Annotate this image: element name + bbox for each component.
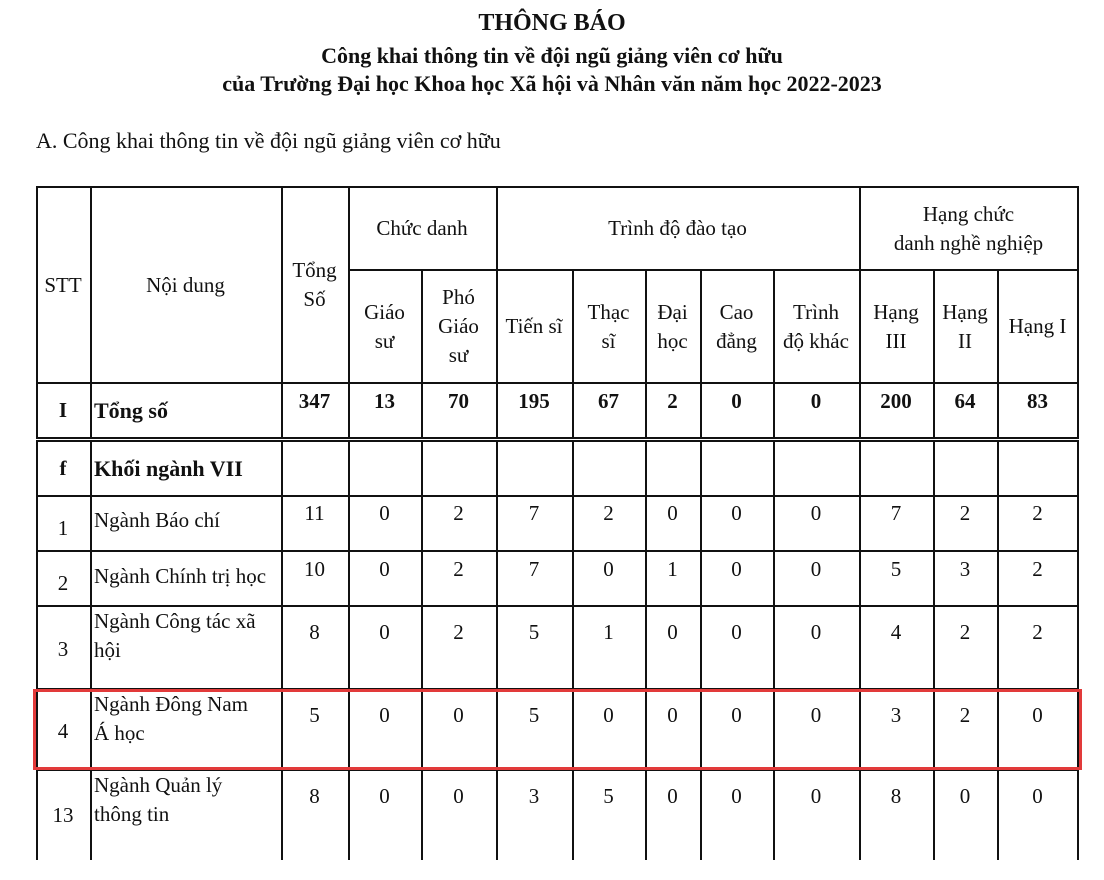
value-cell: 8 — [309, 620, 320, 644]
value-cell: 0 — [810, 501, 822, 525]
header-hang-iii: Hạng III — [873, 299, 919, 353]
total-value-cell: 195 — [518, 389, 550, 413]
table-rule — [700, 440, 702, 860]
table-rule — [36, 186, 38, 438]
section-a-heading: A. Công khai thông tin về đội ngũ giảng viên cơ hữu — [36, 128, 501, 153]
value-cell: 3 — [959, 557, 971, 581]
value-cell: 2 — [453, 620, 464, 644]
value-cell: 0 — [379, 703, 390, 727]
value-cell: 2 — [1032, 557, 1043, 581]
row-label — [90, 496, 281, 552]
value-cell: 5 — [890, 557, 902, 581]
value-cell: 7 — [528, 557, 540, 581]
row-label-line1: Ngành Báo chí — [94, 508, 220, 532]
table-rule — [496, 440, 498, 860]
total-value-cell: 0 — [810, 389, 822, 413]
group-row-label: Khối ngành VII — [94, 455, 243, 481]
table-rule — [645, 269, 647, 438]
row-stt: 1 — [57, 515, 69, 540]
header-noi-dung: Nội dung — [146, 272, 225, 297]
value-cell: 2 — [603, 501, 614, 525]
table-rule — [36, 440, 38, 860]
value-cell: 0 — [667, 703, 678, 727]
total-value-cell: 13 — [374, 389, 395, 413]
table-rule — [997, 269, 999, 438]
table-rule — [281, 186, 283, 438]
table-rule — [859, 440, 861, 860]
total-value-cell: 67 — [598, 389, 619, 413]
row-stt: 13 — [52, 802, 74, 827]
value-cell: 0 — [959, 784, 971, 808]
value-cell: 0 — [603, 703, 614, 727]
value-cell: 8 — [309, 784, 320, 808]
value-cell: 0 — [379, 784, 390, 808]
value-cell: 0 — [1032, 784, 1043, 808]
value-cell: 3 — [528, 784, 540, 808]
total-value-cell: 83 — [1027, 389, 1048, 413]
row-label-line1: Ngành Quản lý — [94, 773, 223, 797]
table-rule — [645, 440, 647, 860]
value-cell: 0 — [810, 703, 822, 727]
row-label — [90, 606, 281, 689]
table-rule — [348, 440, 350, 860]
row-label-line2: hội — [94, 638, 121, 662]
header-trinh-do-dao-tao: Trình độ đào tạo — [608, 216, 747, 240]
value-cell: 0 — [1032, 703, 1043, 727]
value-cell: 0 — [667, 620, 678, 644]
table-rule — [421, 269, 423, 438]
value-cell: 0 — [379, 557, 390, 581]
value-cell: 0 — [667, 784, 678, 808]
header-hang-chuc-danh: Hạng chức danh nghề nghiệp — [893, 201, 1044, 255]
notice-subtitle-line1: Công khai thông tin về đội ngũ giảng viên cơ hữu — [321, 43, 783, 68]
row-label — [90, 552, 281, 606]
header-stt: STT — [44, 272, 82, 297]
value-cell: 7 — [528, 501, 540, 525]
value-cell: 5 — [309, 703, 320, 727]
value-cell: 11 — [304, 501, 325, 525]
header-pho-giao-su: Phó Giáo sư — [438, 285, 479, 367]
table-rule — [859, 186, 861, 438]
table-rule — [36, 605, 1079, 607]
table-rule — [90, 186, 92, 438]
value-cell: 0 — [810, 784, 822, 808]
value-cell: 2 — [1032, 501, 1043, 525]
value-cell: 10 — [304, 557, 325, 581]
value-cell: 7 — [890, 501, 902, 525]
table-rule — [933, 440, 935, 860]
table-rule — [700, 269, 702, 438]
value-cell: 0 — [453, 703, 464, 727]
value-cell: 2 — [453, 501, 464, 525]
header-tong-so: Tổng Số — [292, 258, 337, 311]
row-label-line1: Ngành Công tác xã — [94, 609, 256, 633]
table-rule — [1077, 440, 1079, 860]
value-cell: 4 — [890, 620, 902, 644]
total-value-cell: 64 — [954, 389, 976, 413]
value-cell: 0 — [379, 501, 390, 525]
header-dai-hoc: Đại học — [657, 299, 688, 353]
header-cao-dang: Cao đẳng — [716, 299, 757, 353]
value-cell: 2 — [453, 557, 464, 581]
table-rule — [421, 440, 423, 860]
header-trinh-do-khac: Trình độ khác — [783, 299, 849, 353]
table-rule — [933, 269, 935, 438]
group-row-stt: f — [59, 455, 67, 480]
header-hang-ii: Hạng II — [942, 299, 988, 353]
value-cell: 0 — [731, 620, 742, 644]
header-thac-si: Thạc sĩ — [587, 299, 630, 353]
total-value-cell: 0 — [731, 389, 742, 413]
table-rule — [1077, 186, 1079, 438]
value-cell: 5 — [528, 620, 540, 644]
row-stt: 3 — [57, 637, 69, 661]
table-rule — [572, 269, 574, 438]
header-hang-i: Hạng I — [1008, 314, 1067, 338]
row-label-line1: Ngành Đông Nam — [94, 692, 248, 716]
value-cell: 1 — [603, 620, 614, 644]
value-cell: 3 — [890, 703, 902, 727]
notice-title: THÔNG BÁO — [478, 10, 626, 36]
total-value-cell: 2 — [667, 389, 678, 413]
value-cell: 2 — [959, 703, 971, 727]
table-rule — [36, 495, 1079, 497]
row-label-line1: Ngành Chính trị học — [94, 564, 267, 588]
table-rule — [36, 186, 1079, 188]
total-row-stt: I — [58, 398, 68, 422]
table-rule — [36, 440, 1079, 442]
table-rule — [773, 269, 775, 438]
value-cell: 5 — [528, 703, 540, 727]
value-cell: 2 — [1032, 620, 1043, 644]
value-cell: 0 — [731, 557, 742, 581]
value-cell: 0 — [731, 784, 742, 808]
value-cell: 5 — [603, 784, 614, 808]
header-giao-su: Giáo sư — [364, 299, 405, 353]
row-label-line2: thông tin — [94, 802, 170, 826]
total-row-label: Tổng số — [94, 398, 168, 423]
value-cell: 2 — [959, 620, 971, 644]
row-label-line2: Á học — [94, 721, 145, 745]
table-rule — [36, 550, 1079, 552]
row-stt: 2 — [57, 570, 69, 595]
header-tien-si: Tiến sĩ — [505, 314, 563, 338]
table-rule — [496, 186, 498, 438]
value-cell: 0 — [379, 620, 390, 644]
notice-subtitle-line2: của Trường Đại học Khoa học Xã hội và Nhân văn năm học 2022-2023 — [222, 71, 882, 96]
table-rule — [90, 440, 92, 860]
value-cell: 0 — [731, 501, 742, 525]
table-rule — [348, 269, 1079, 271]
table-rule — [348, 186, 350, 438]
table-rule — [773, 440, 775, 860]
value-cell: 1 — [667, 557, 678, 581]
total-value-cell: 347 — [298, 389, 331, 413]
total-value-cell: 200 — [880, 389, 912, 413]
header-chuc-danh: Chức danh — [376, 216, 468, 240]
value-cell: 0 — [810, 620, 822, 644]
table-rule — [36, 382, 1079, 384]
value-cell: 0 — [810, 557, 822, 581]
value-cell: 0 — [453, 784, 464, 808]
table-rule — [281, 440, 283, 860]
table-rule — [572, 440, 574, 860]
table-rule — [997, 440, 999, 860]
table-rule — [36, 437, 1079, 439]
value-cell: 8 — [890, 784, 902, 808]
value-cell: 2 — [959, 501, 971, 525]
row-label — [90, 770, 281, 856]
total-value-cell: 70 — [448, 389, 469, 413]
value-cell: 0 — [603, 557, 614, 581]
row-stt: 4 — [57, 719, 69, 743]
highlight-box — [33, 689, 1082, 770]
value-cell: 0 — [667, 501, 678, 525]
value-cell: 0 — [731, 703, 742, 727]
